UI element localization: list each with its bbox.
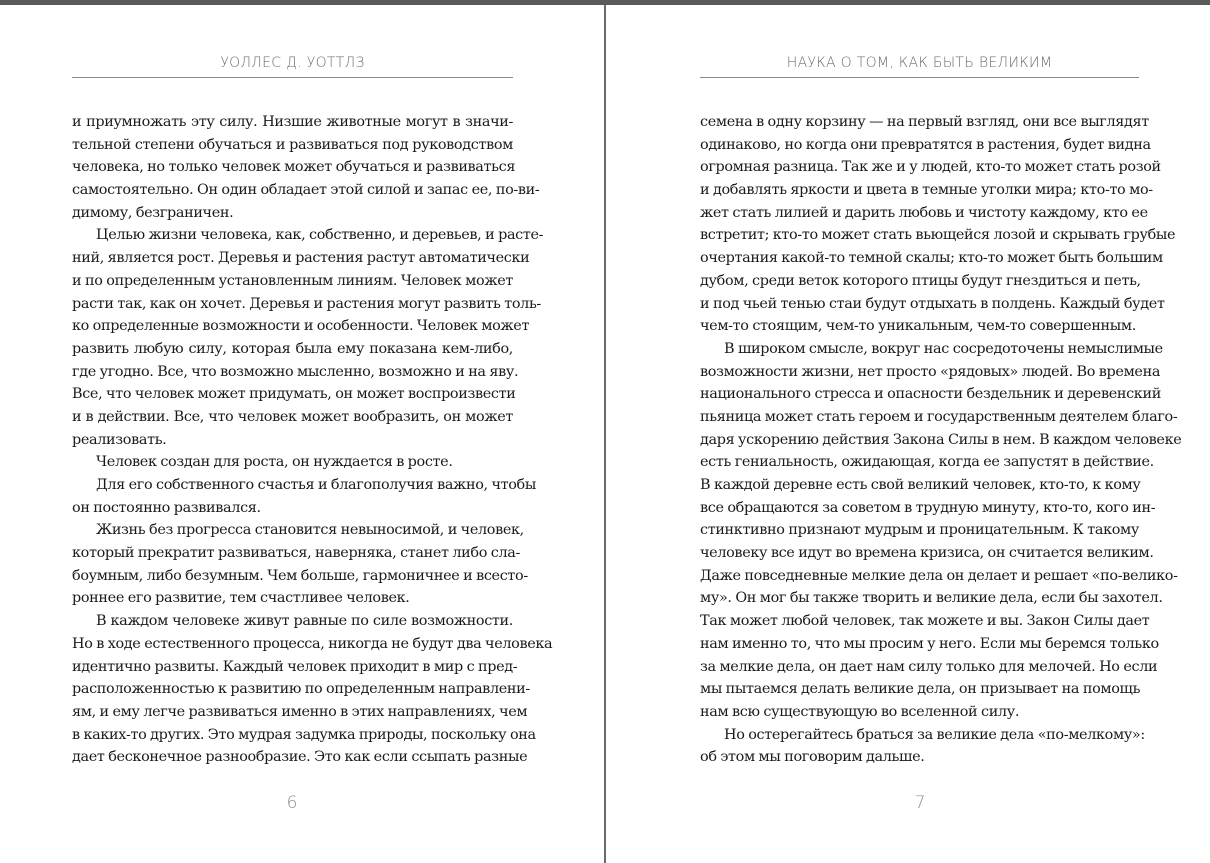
text-line: огромная разница. Так же и у людей, кто-то может стать розой: [700, 159, 1161, 176]
text-line: Но в ходе естественного процесса, никогда не будут два человека: [72, 635, 553, 652]
text-line: Так может любой человек, так можете и вы. Закон Силы дает: [700, 613, 1150, 630]
text-line: за мелкие дела, он дает нам силу только для мелочей. Но если: [700, 658, 1158, 675]
text-line: в каких-то других. Это мудрая задумка природы, поскольку она: [72, 726, 536, 743]
body-text: [700, 111, 1182, 769]
text-line: одинаково, но когда они превратятся в растения, будет видна: [700, 136, 1151, 153]
text-line: который прекратит развиваться, наверняка, станет либо сла-: [72, 545, 521, 562]
text-line: В широком смысле, вокруг нас сосредоточены немыслимые: [724, 340, 1163, 357]
text-line: и добавлять яркости и цвета в темные уголки мира; кто-то мо-: [700, 182, 1153, 199]
text-line: Человек создан для роста, он нуждается в росте.: [96, 454, 453, 471]
text-line: самостоятельно. Он один обладает этой силой и запас ее, по-ви-: [72, 182, 540, 199]
body-text: [72, 111, 553, 769]
text-line: чем-то стоящим, чем-то уникальным, чем-то совершенным.: [700, 318, 1136, 335]
text-line: он постоянно развивался.: [72, 499, 261, 516]
text-line: и под чьей тенью стаи будут отдыхать в полдень. Каждый будет: [700, 295, 1165, 312]
text-line: ям, и ему легче развиваться именно в этих направлениях, чем: [72, 703, 528, 720]
text-line: семена в одну корзину — на первый взгляд, они все выглядят: [700, 114, 1149, 130]
left-page: [0, 5, 604, 863]
text-line: все обращаются за советом в трудную минуту, кто-то, кого ин-: [700, 499, 1156, 516]
text-line: где угодно. Все, что возможно мысленно, возможно и на яву.: [72, 363, 519, 380]
text-line: стинктивно признают мудрым и проницательным. К такому: [700, 522, 1139, 539]
text-line: димому, безграничен.: [72, 204, 234, 221]
text-line: расположенностью к развитию по определенным направлени-: [72, 681, 530, 698]
text-line: развить любую силу, которая была ему показана кем-либо,: [72, 340, 513, 357]
running-head-title: НАУКА О ТОМ, КАК БЫТЬ ВЕЛИКИМ: [786, 55, 1053, 71]
text-line: встретит; кто-то может стать вьющейся лозой и скрывать грубые: [700, 227, 1176, 244]
text-line: Для его собственного счастья и благополучия важно, чтобы: [96, 477, 536, 493]
header-rule: [72, 77, 513, 78]
text-line: нам именно то, что мы просим у него. Если мы беремся только: [700, 635, 1159, 652]
text-line: Но остерегайтесь браться за великие дела «по-мелкому»:: [724, 726, 1145, 743]
text-line: боумным, либо безумным. Чем больше, гармоничнее и всесто-: [72, 567, 528, 584]
text-line: национального стресса и опасности бездельник и деревенский: [700, 386, 1161, 403]
text-line: дает бесконечное разнообразие. Это как если ссыпать разные: [72, 749, 528, 766]
text-line: В каждой деревне есть свой великий человек, кто-то, к кому: [700, 477, 1141, 493]
right-page: [606, 5, 1210, 863]
text-line: роннее его развитие, тем счастливее человек.: [72, 590, 410, 607]
text-line: расти так, как он хочет. Деревья и растения могут развить толь-: [72, 295, 541, 312]
text-line: В каждом человеке живут равные по силе возможности.: [96, 613, 513, 630]
text-line: реализовать.: [72, 431, 167, 448]
text-line: тельной степени обучаться и развиваться под руководством: [72, 136, 513, 153]
text-line: Целью жизни человека, как, собственно, и деревьев, и расте-: [96, 227, 544, 244]
text-line: даря ускорению действия Закона Силы в нем. В каждом человеке: [700, 431, 1182, 448]
text-line: и в действии. Все, что человек может вообразить, он может: [72, 408, 513, 425]
text-line: мы пытаемся делать великие дела, он призывает на помощь: [700, 681, 1141, 698]
text-line: ко определенные возможности и особенности. Человек может: [72, 318, 530, 335]
text-line: есть гениальность, ожидающая, когда ее запустят в действие.: [700, 454, 1154, 471]
page-number: 7: [914, 793, 926, 813]
text-line: Жизнь без прогресса становится невыносимой, и человек,: [96, 522, 524, 539]
text-line: Все, что человек может придумать, он может воспроизвести: [72, 386, 516, 403]
text-line: возможности жизни, нет просто «рядовых» людей. Во времена: [700, 363, 1161, 380]
text-line: ний, является рост. Деревья и растения растут автоматически: [72, 250, 530, 267]
text-line: человека, но только человек может обучаться и развиваться: [72, 159, 516, 176]
running-head-author: УОЛЛЕС Д. УОТТЛЗ: [220, 55, 365, 71]
text-line: пьяница может стать героем и государственным деятелем благо-: [700, 408, 1178, 425]
page-number: 6: [286, 793, 298, 813]
text-line: очертания какой-то темной скалы; кто-то может быть большим: [700, 250, 1163, 267]
text-line: человеку все идут во времена кризиса, он считается великим.: [700, 545, 1154, 562]
text-line: и приумножать эту силу. Низшие животные могут в значи-: [72, 114, 513, 130]
text-line: дубом, среди веток которого птицы будут гнездиться и петь,: [700, 272, 1141, 289]
text-line: и по определенным установленным линиям. Человек может: [72, 272, 513, 289]
header-rule: [700, 77, 1139, 78]
text-line: Даже повседневные мелкие дела он делает и решает «по-велико-: [700, 567, 1178, 584]
text-line: идентично развиты. Каждый человек приходит в мир с пред-: [72, 658, 518, 675]
text-line: нам всю существующую во вселенной силу.: [700, 703, 1020, 720]
text-line: об этом мы поговорим дальше.: [700, 749, 925, 766]
text-line: му». Он мог бы также творить и великие дела, если бы захотел.: [700, 590, 1163, 607]
text-line: жет стать лилией и дарить любовь и чистоту каждому, кто ее: [700, 204, 1148, 221]
